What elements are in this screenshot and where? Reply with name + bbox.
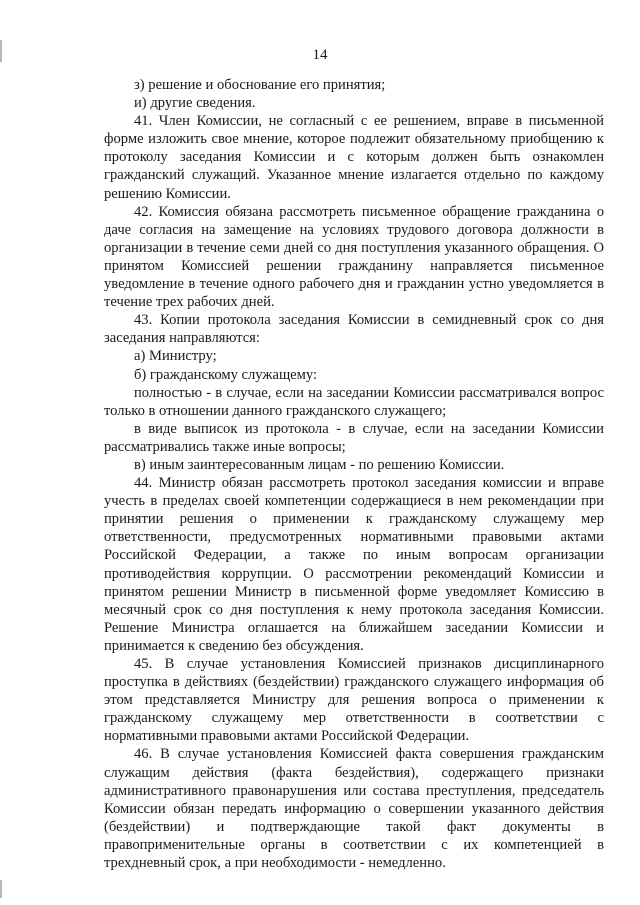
paragraph: в) иным заинтересованным лицам - по решению Комиссии.	[134, 456, 505, 473]
paragraph-43: 43. Копии протокола заседания Комиссии в семидневный срок со дня заседания направляются:	[104, 312, 604, 347]
paragraph: б) гражданскому служащему:	[134, 366, 318, 383]
paragraph-42: 42. Комиссия обязана рассмотреть письменное обращение гражданина о даче согласия на замещение на условиях трудового договора должности в организации в течение семи дней со дня поступления указанного обращения. О принятом Комиссией решении гражданину направляется письменное уведомление в течение одного рабочего дня и гражданин устно уведомляется в течение трех рабочих дней.	[104, 203, 604, 311]
paragraph: з) решение и обоснование его принятия;	[134, 77, 386, 93]
paragraph: и) другие сведения.	[134, 95, 256, 112]
paragraph-46: 46. В случае установления Комиссией факта совершения гражданским служащим действия (факта бездействия), содержащего признаки административного правонарушения или состава преступления, председатель Комиссии обязан передать информацию о совершении указанного действия (бездействии) и подтверждающие такой факт документы в правоприменительные органы в соответствии с их компетенцией в трехдневный срок, а при необходимости - немедленно.	[104, 746, 604, 872]
document-body	[104, 76, 604, 872]
page-number: 14	[312, 47, 328, 63]
paragraph-41: 41. Член Комиссии, не согласный с ее решением, вправе в письменной форме изложить свое мнение, которое подлежит обязательному приобщению к протоколу заседания Комиссии и с которым должен быть ознакомлен гражданский служащий. Указанное мнение излагается отдельно по каждому решению Комиссии.	[104, 113, 604, 202]
paragraph: а) Министру;	[134, 348, 217, 365]
paragraph: в виде выписок из протокола - в случае, если на заседании Комиссии рассматривались также иные вопросы;	[104, 420, 604, 455]
paragraph: полностью - в случае, если на заседании Комиссии рассматривался вопрос только в отношении данного гражданского служащего;	[104, 384, 604, 419]
paragraph-45: 45. В случае установления Комиссией признаков дисциплинарного проступка в действиях (бездействии) гражданского служащего информация об этом представляется Министру для решения вопроса о применении к гражданскому служащему мер ответственности в соответствии с нормативными правовыми актами Российской Федерации.	[104, 656, 604, 745]
scan-edge-mark	[0, 880, 2, 898]
paragraph-44: 44. Министр обязан рассмотреть протокол заседания комиссии и вправе учесть в пределах своей компетенции содержащиеся в нем рекомендации при принятии решения о применении к гражданскому служащему мер ответственности, предусмотренных нормативными правовыми актами Российской Федерации, а также по иным вопросам организации противодействия коррупции. О рассмотрении рекомендаций Комиссии и принятом решении Министр в письменной форме уведомляет Комиссию в месячный срок со дня поступления к нему протокола заседания Комиссии. Решение Министра оглашается на ближайшем заседании Комиссии и принимается к сведению без обсуждения.	[104, 475, 604, 654]
